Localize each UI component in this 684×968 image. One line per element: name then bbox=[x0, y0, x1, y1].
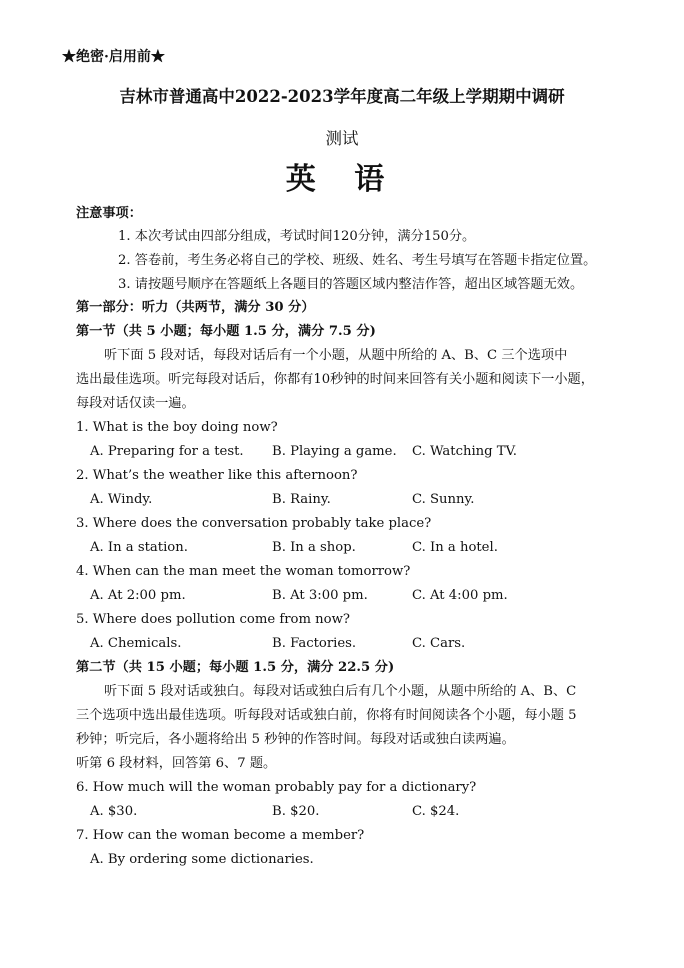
section2-instruction-1: 听下面 5 段对话或独白。每段对话或独白后有几个小题，从题中所给的 A、B、C bbox=[104, 684, 577, 699]
q6-option-a: A. $30. bbox=[90, 804, 138, 819]
q1-option-c: C. Watching TV. bbox=[412, 444, 518, 459]
q6-option-b: B. $20. bbox=[272, 804, 320, 819]
question-7: 7. How can the woman become a member? bbox=[76, 828, 365, 843]
note-item-3: 3. 请按题号顺序在答题纸上各题目的答题区域内整洁作答，超出区域答题无效。 bbox=[118, 277, 584, 292]
question-2: 2. What’s the weather like this afternoon? bbox=[76, 468, 358, 483]
q2-option-b: B. Rainy. bbox=[272, 492, 331, 507]
q5-option-a: A. Chemicals. bbox=[90, 636, 182, 651]
q5-option-b: B. Factories. bbox=[272, 636, 357, 651]
material-note: 听第 6 段材料，回答第 6、7 题。 bbox=[76, 756, 277, 771]
q3-option-c: C. In a hotel. bbox=[412, 540, 498, 555]
q5-option-c: C. Cars. bbox=[412, 636, 466, 651]
q1-option-b: B. Playing a game. bbox=[272, 444, 397, 459]
section1-instruction-2: 选出最佳选项。听完每段对话后，你都有10秒钟的时间来回答有关小题和阅读下一小题， bbox=[76, 372, 594, 387]
q3-option-b: B. In a shop. bbox=[272, 540, 356, 555]
q4-option-c: C. At 4:00 pm. bbox=[412, 588, 508, 603]
q2-option-a: A. Windy. bbox=[90, 492, 153, 507]
q4-option-a: A. At 2:00 pm. bbox=[90, 588, 186, 603]
question-4: 4. When can the man meet the woman tomorrow? bbox=[76, 564, 411, 579]
section2-instruction-2: 三个选项中选出最佳选项。听每段对话或独白前，你将有时间阅读各个小题，每小题 5 bbox=[76, 708, 577, 723]
exam-title-line1: 吉林市普通高中2022-2023学年度高二年级上学期期中调研 bbox=[119, 87, 565, 106]
q4-option-b: B. At 3:00 pm. bbox=[272, 588, 368, 603]
notes-heading: 注意事项： bbox=[76, 206, 142, 221]
question-5: 5. Where does pollution come from now? bbox=[76, 612, 350, 627]
confidential-mark: ★绝密·启用前★ bbox=[62, 49, 165, 65]
part1-heading: 第一部分：听力（共两节，满分 30 分） bbox=[76, 300, 315, 315]
q7-option-a: A. By ordering some dictionaries. bbox=[90, 852, 314, 867]
note-item-2: 2. 答卷前，考生务必将自己的学校、班级、姓名、考生号填写在答题卡指定位置。 bbox=[118, 253, 597, 268]
question-6: 6. How much will the woman probably pay for a dictionary? bbox=[76, 780, 477, 795]
exam-title-line2: 测试 bbox=[325, 129, 359, 148]
section1-instruction-1: 听下面 5 段对话，每段对话后有一个小题，从题中所给的 A、B、C 三个选项中 bbox=[104, 348, 568, 363]
section2-heading: 第二节（共 15 小题；每小题 1.5 分，满分 22.5 分) bbox=[76, 660, 395, 675]
note-item-1: 1. 本次考试由四部分组成，考试时间120分钟，满分150分。 bbox=[118, 229, 476, 244]
q1-option-a: A. Preparing for a test. bbox=[90, 444, 244, 459]
section2-instruction-3: 秒钟；听完后，各小题将给出 5 秒钟的作答时间。每段对话或独白读两遍。 bbox=[76, 732, 515, 747]
q6-option-c: C. $24. bbox=[412, 804, 460, 819]
subject-title: 英 语 bbox=[285, 162, 399, 197]
section1-instruction-3: 每段对话仅读一遍。 bbox=[76, 396, 195, 411]
question-3: 3. Where does the conversation probably take place? bbox=[76, 516, 432, 531]
section1-heading: 第一节（共 5 小题；每小题 1.5 分，满分 7.5 分) bbox=[76, 324, 376, 339]
q3-option-a: A. In a station. bbox=[90, 540, 188, 555]
question-1: 1. What is the boy doing now? bbox=[76, 420, 278, 435]
q2-option-c: C. Sunny. bbox=[412, 492, 475, 507]
